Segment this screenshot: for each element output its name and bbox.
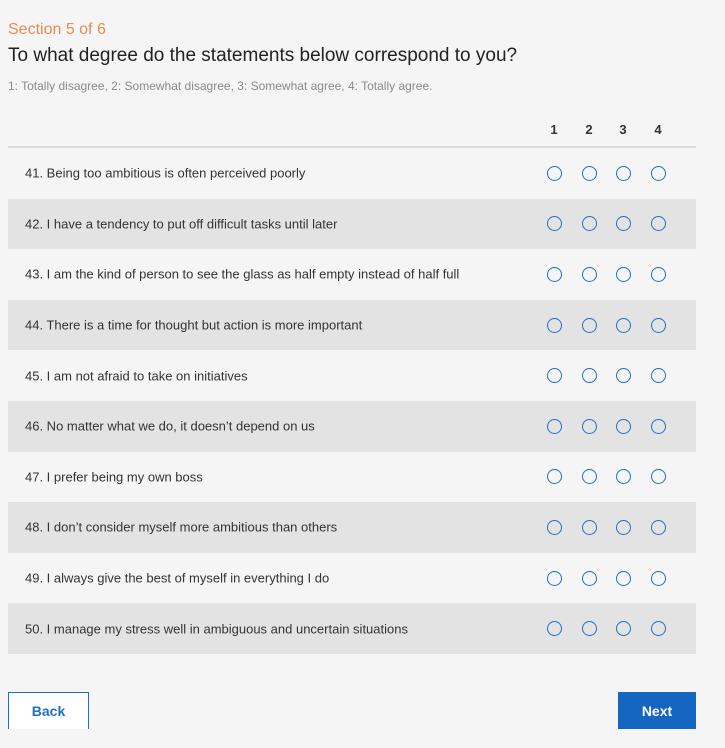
radio-option-4[interactable]	[651, 520, 666, 535]
question-row-45	[8, 350, 696, 401]
radio-option-2[interactable]	[582, 469, 597, 484]
radio-option-3[interactable]	[616, 621, 631, 636]
scale-label-4: 4	[654, 122, 662, 137]
radio-option-2[interactable]	[582, 520, 597, 535]
question-row-46	[8, 401, 696, 452]
radio-option-3[interactable]	[616, 419, 631, 434]
question-row-47	[8, 452, 696, 503]
question-row-44	[8, 300, 696, 351]
radio-option-2[interactable]	[582, 216, 597, 231]
radio-option-1[interactable]	[547, 621, 562, 636]
radio-option-4[interactable]	[651, 469, 666, 484]
radio-option-1[interactable]	[547, 469, 562, 484]
question-label: 42. I have a tendency to put off difficult tasks until later	[25, 216, 338, 232]
radio-option-4[interactable]	[651, 419, 666, 434]
scale-label-2: 2	[585, 122, 593, 137]
radio-option-4[interactable]	[651, 267, 666, 282]
radio-option-3[interactable]	[616, 520, 631, 535]
question-row-42	[8, 199, 696, 250]
radio-option-1[interactable]	[547, 318, 562, 333]
scale-legend: 1: Totally disagree, 2: Somewhat disagree, 3: Somewhat agree, 4: Totally agree.	[8, 79, 433, 93]
radio-option-2[interactable]	[582, 267, 597, 282]
radio-option-3[interactable]	[616, 318, 631, 333]
radio-option-3[interactable]	[616, 267, 631, 282]
scale-header-row	[8, 114, 696, 148]
radio-option-4[interactable]	[651, 571, 666, 586]
radio-option-2[interactable]	[582, 621, 597, 636]
radio-option-4[interactable]	[651, 621, 666, 636]
radio-option-4[interactable]	[651, 318, 666, 333]
radio-option-3[interactable]	[616, 216, 631, 231]
question-label: 50. I manage my stress well in ambiguous and uncertain situations	[25, 621, 408, 637]
radio-option-3[interactable]	[616, 166, 631, 181]
next-button[interactable]: Next	[618, 692, 696, 729]
radio-option-2[interactable]	[582, 318, 597, 333]
section-indicator: Section 5 of 6	[8, 21, 106, 38]
radio-option-1[interactable]	[547, 571, 562, 586]
page-title: To what degree do the statements below correspond to you?	[8, 45, 518, 66]
radio-option-4[interactable]	[651, 166, 666, 181]
radio-option-1[interactable]	[547, 368, 562, 383]
question-label: 45. I am not afraid to take on initiatives	[25, 368, 248, 384]
question-label: 44. There is a time for thought but action is more important	[25, 317, 363, 333]
question-row-41	[8, 148, 696, 199]
radio-option-1[interactable]	[547, 166, 562, 181]
radio-option-2[interactable]	[582, 571, 597, 586]
question-label: 48. I don’t consider myself more ambitious than others	[25, 519, 338, 535]
question-row-48	[8, 502, 696, 553]
question-label: 41. Being too ambitious is often perceived poorly	[25, 165, 306, 181]
question-label: 47. I prefer being my own boss	[25, 469, 203, 485]
back-button[interactable]: Back	[8, 692, 89, 729]
radio-option-4[interactable]	[651, 216, 666, 231]
question-row-50	[8, 603, 696, 654]
radio-option-2[interactable]	[582, 368, 597, 383]
radio-option-3[interactable]	[616, 368, 631, 383]
radio-option-1[interactable]	[547, 419, 562, 434]
likert-grid	[8, 114, 696, 654]
scale-label-3: 3	[619, 122, 627, 137]
radio-option-1[interactable]	[547, 216, 562, 231]
radio-option-2[interactable]	[582, 419, 597, 434]
question-row-43	[8, 249, 696, 300]
question-label: 46. No matter what we do, it doesn’t depend on us	[25, 418, 315, 434]
radio-option-3[interactable]	[616, 571, 631, 586]
question-label: 49. I always give the best of myself in everything I do	[25, 570, 330, 586]
question-row-49	[8, 553, 696, 604]
question-label: 43. I am the kind of person to see the glass as half empty instead of half full	[25, 266, 460, 282]
radio-option-1[interactable]	[547, 520, 562, 535]
radio-option-4[interactable]	[651, 368, 666, 383]
radio-option-2[interactable]	[582, 166, 597, 181]
scale-label-1: 1	[550, 122, 558, 137]
radio-option-1[interactable]	[547, 267, 562, 282]
radio-option-3[interactable]	[616, 469, 631, 484]
